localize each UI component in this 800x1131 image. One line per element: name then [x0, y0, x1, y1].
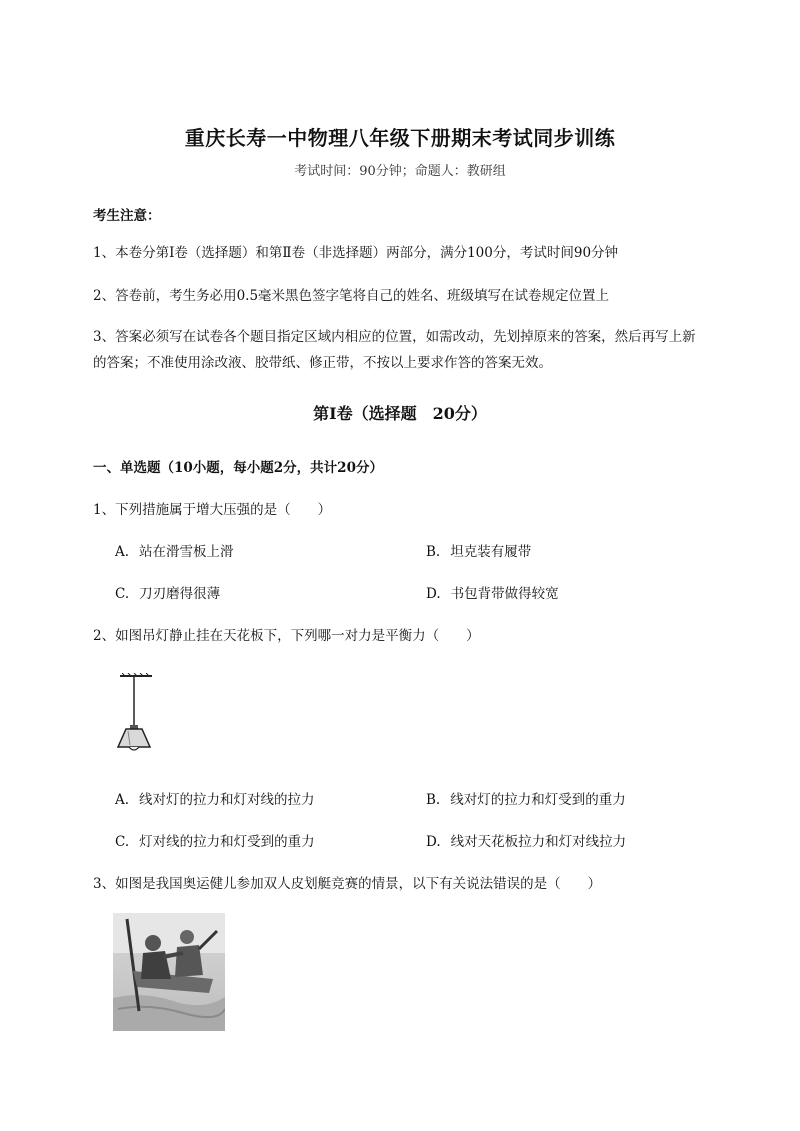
- notice-item-3: 3、答案必须写在试卷各个题目指定区域内相应的位置，如需改动，先划掉原来的答案，然后再写上新: [93, 329, 696, 345]
- notice-heading: 考生注意：: [93, 208, 161, 224]
- option-letter: B.: [426, 792, 441, 808]
- option-letter: A.: [115, 544, 130, 560]
- option-text: 坦克装有履带: [450, 544, 532, 560]
- option-text: 站在滑雪板上滑: [139, 544, 234, 560]
- question-2-option-b[interactable]: [426, 788, 626, 808]
- notice-item-3-continued: 的答案；不准使用涂改液、胶带纸、修正带，不按以上要求作答的答案无效。: [93, 355, 552, 371]
- question-group-heading: 一、单选题（10小题，每小题2分，共计20分）: [93, 460, 383, 476]
- exam-title: 重庆长寿一中物理八年级下册期末考试同步训练: [184, 126, 616, 150]
- section-heading: 第I卷（选择题 20分）: [313, 404, 487, 423]
- question-3-stem: 3、如图是我国奥运健儿参加双人皮划艇竞赛的情景，以下有关说法错误的是（ ）: [93, 876, 602, 892]
- option-text: 刀刃磨得很薄: [139, 586, 221, 602]
- question-2-option-a[interactable]: [115, 788, 315, 808]
- question-1-option-a[interactable]: [115, 540, 234, 560]
- question-1-option-d[interactable]: [426, 582, 559, 602]
- lamp-shade-icon: [118, 729, 150, 747]
- option-letter: D.: [426, 586, 441, 602]
- notice-item-1: 1、本卷分第I卷（选择题）和第Ⅱ卷（非选择题）两部分，满分100分，考试时间90分钟: [93, 245, 619, 261]
- option-letter: C.: [115, 586, 130, 602]
- ceiling-hatch-icon: [120, 673, 152, 676]
- option-text: 灯对线的拉力和灯受到的重力: [139, 834, 315, 850]
- option-letter: C.: [115, 834, 130, 850]
- question-2-option-c[interactable]: [115, 830, 315, 850]
- option-text: 书包背带做得较宽: [450, 586, 559, 602]
- option-letter: D.: [426, 834, 441, 850]
- exam-subtitle: 考试时间：90分钟；命题人：教研组: [294, 164, 506, 179]
- question-1-stem: 1、下列措施属于增大压强的是（ ）: [93, 502, 332, 518]
- question-2-option-d[interactable]: [426, 830, 626, 850]
- question-1-option-c[interactable]: [115, 582, 220, 602]
- canoe-race-photo: [113, 913, 225, 1031]
- question-1-option-b[interactable]: [426, 540, 531, 560]
- option-text: 线对天花板拉力和灯对线拉力: [450, 834, 627, 850]
- hanging-lamp-figure: [112, 673, 162, 758]
- option-text: 线对灯的拉力和灯受到的重力: [450, 792, 626, 808]
- option-letter: B.: [426, 544, 441, 560]
- option-letter: A.: [115, 792, 130, 808]
- question-2-stem: 2、如图吊灯静止挂在天花板下，下列哪一对力是平衡力（ ）: [93, 628, 480, 644]
- notice-item-2: 2、答卷前，考生务必用0.5毫米黑色签字笔将自己的姓名、班级填写在试卷规定位置上: [93, 288, 610, 304]
- option-text: 线对灯的拉力和灯对线的拉力: [139, 792, 315, 808]
